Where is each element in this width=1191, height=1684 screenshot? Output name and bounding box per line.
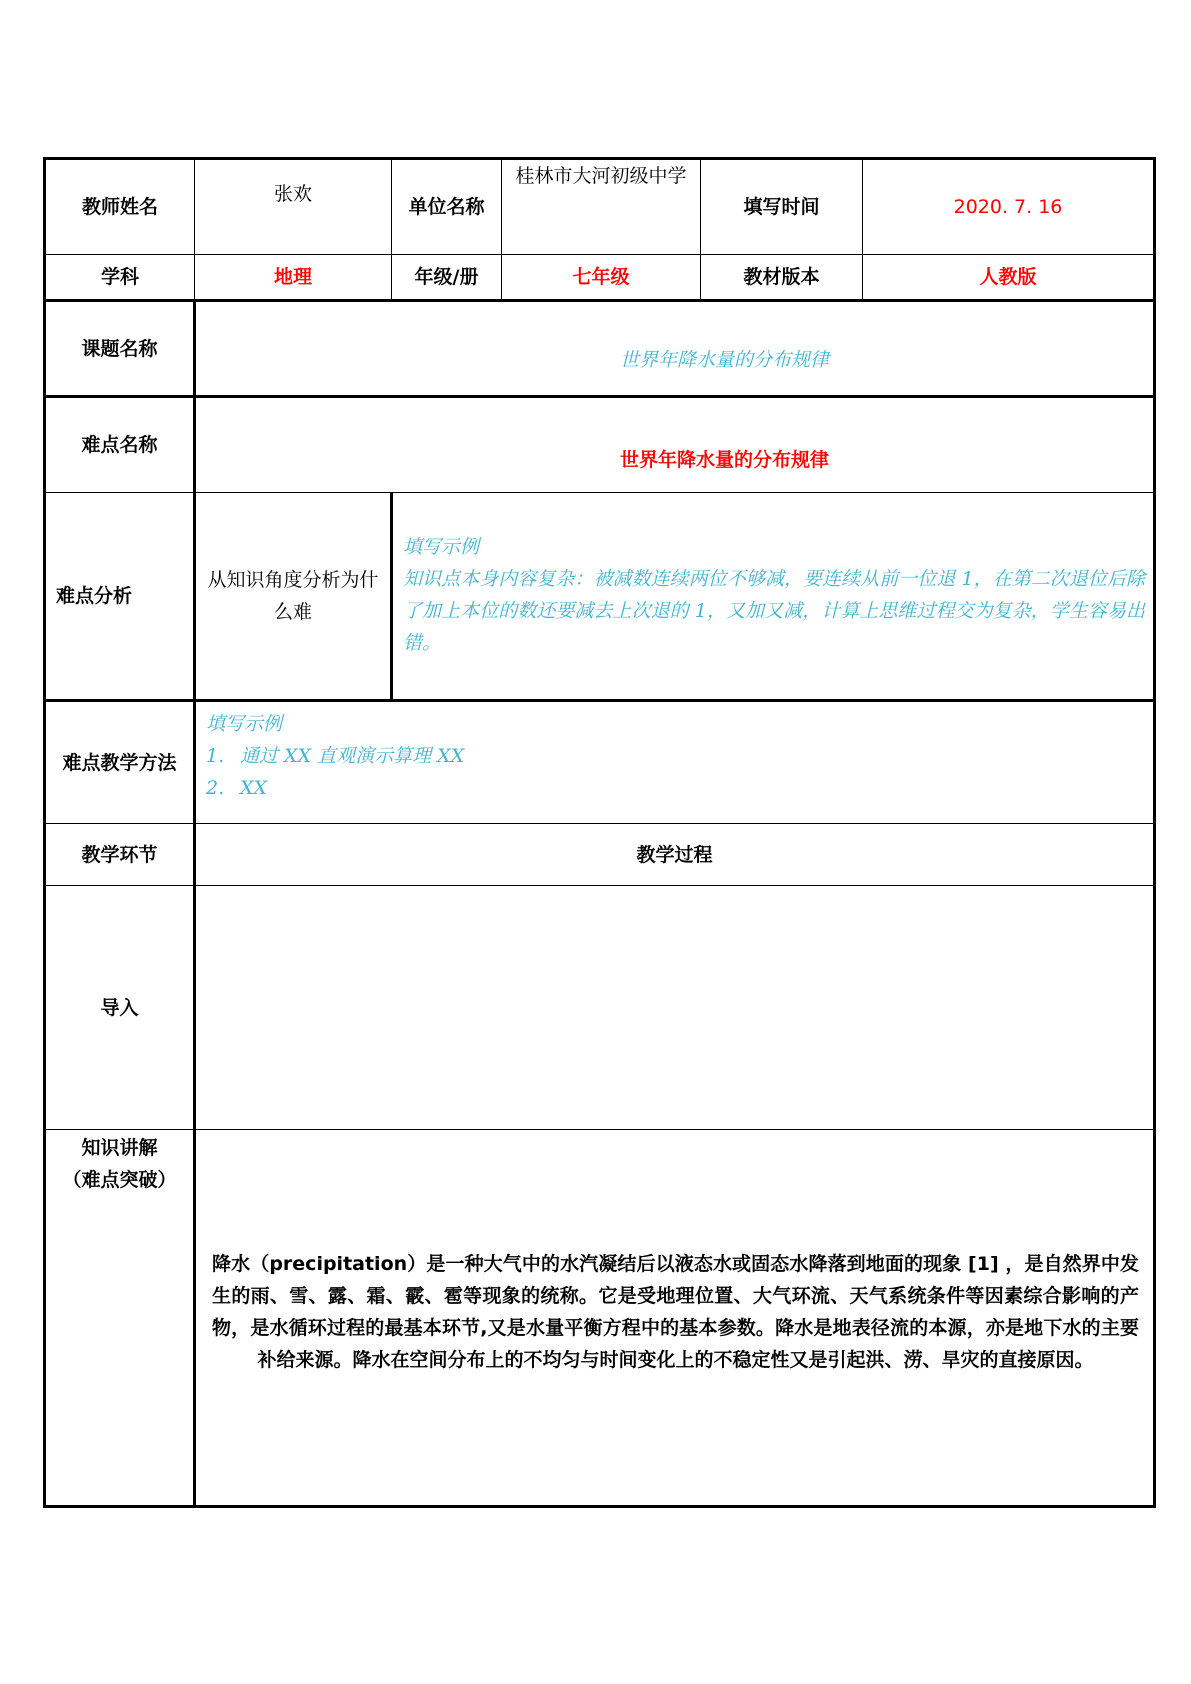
process-label: 教学过程 (195, 824, 1155, 886)
unit-label: 单位名称 (392, 159, 502, 255)
lesson-plan-table (43, 157, 1156, 1508)
method-label: 难点教学方法 (45, 701, 195, 824)
edition-value: 人教版 (863, 255, 1155, 301)
subject-label: 学科 (45, 255, 195, 301)
method-item-text: XX (240, 777, 268, 799)
analysis-sub-label: 从知识角度分析为什么难 (207, 569, 379, 623)
method-item (206, 772, 1143, 804)
teacher-name: 张欢 (195, 159, 392, 255)
intro-content (195, 886, 1155, 1130)
method-item-number: 2. (206, 777, 225, 799)
topic-value: 世界年降水量的分布规律 (619, 349, 829, 371)
intro-label: 导入 (45, 886, 195, 1130)
grade-label: 年级/册 (392, 255, 502, 301)
analysis-sub-cell (195, 493, 392, 701)
unit-name (502, 159, 701, 255)
stage-label: 教学环节 (45, 824, 195, 886)
difficulty-cell (195, 397, 1155, 493)
row-knowledge (45, 1130, 1155, 1507)
row-topic (45, 301, 1155, 397)
method-item-text: 通过 XX 直观演示算理 XX (240, 745, 465, 767)
row-analysis (45, 493, 1155, 701)
method-item (206, 740, 1143, 772)
row-stage-header (45, 824, 1155, 886)
time-label: 填写时间 (701, 159, 863, 255)
analysis-example-title: 填写示例 (403, 536, 480, 558)
analysis-example-cell (392, 493, 1155, 701)
method-list (206, 740, 1143, 804)
method-cell (195, 701, 1155, 824)
row-method (45, 701, 1155, 824)
subject-value: 地理 (195, 255, 392, 301)
topic-cell (195, 301, 1155, 397)
edition-label: 教材版本 (701, 255, 863, 301)
knowledge-label-line2: （难点突破） (62, 1169, 177, 1191)
time-value: 2020. 7. 16 (863, 159, 1155, 255)
knowledge-label (45, 1130, 195, 1507)
row-teacher-info (45, 159, 1155, 255)
difficulty-label: 难点名称 (45, 397, 195, 493)
knowledge-paragraph: 降水（precipitation）是一种大气中的水汽凝结后以液态水或固态水降落到地面的现象 [1] ，是自然界中发生的雨、雪、露、霜、霰、雹等现象的统称。它是受地理位置、大气环流、天气系统条件等因素综合影响的产物，是水循环过程的最基本环节,又是水量平衡方程中的基本参数。降水是地表径流的本源，亦是地下水的主要补给来源。降水在空间分布上的不均匀与时间变化上的不稳定性又是引起洪、涝、旱灾的直接原因。 (212, 1253, 1139, 1371)
method-item-number: 1. (206, 745, 225, 767)
method-example-title: 填写示例 (206, 713, 283, 735)
topic-label: 课题名称 (45, 301, 195, 397)
unit-name-text: 桂林市大河初级中学 (515, 165, 687, 187)
knowledge-content (195, 1130, 1155, 1507)
knowledge-label-line1: 知识讲解 (81, 1137, 158, 1159)
teacher-label: 教师姓名 (45, 159, 195, 255)
grade-value: 七年级 (502, 255, 701, 301)
row-intro (45, 886, 1155, 1130)
row-subject-info (45, 255, 1155, 301)
difficulty-value: 世界年降水量的分布规律 (619, 449, 829, 471)
row-difficulty (45, 397, 1155, 493)
analysis-example-text: 知识点本身内容复杂：被减数连续两位不够减，要连续从前一位退 1，在第二次退位后除了加上本位的数还要减去上次退的 1，又加又减，计算上思维过程交为复杂，学生容易出错。 (403, 568, 1145, 654)
analysis-label: 难点分析 (45, 493, 195, 701)
